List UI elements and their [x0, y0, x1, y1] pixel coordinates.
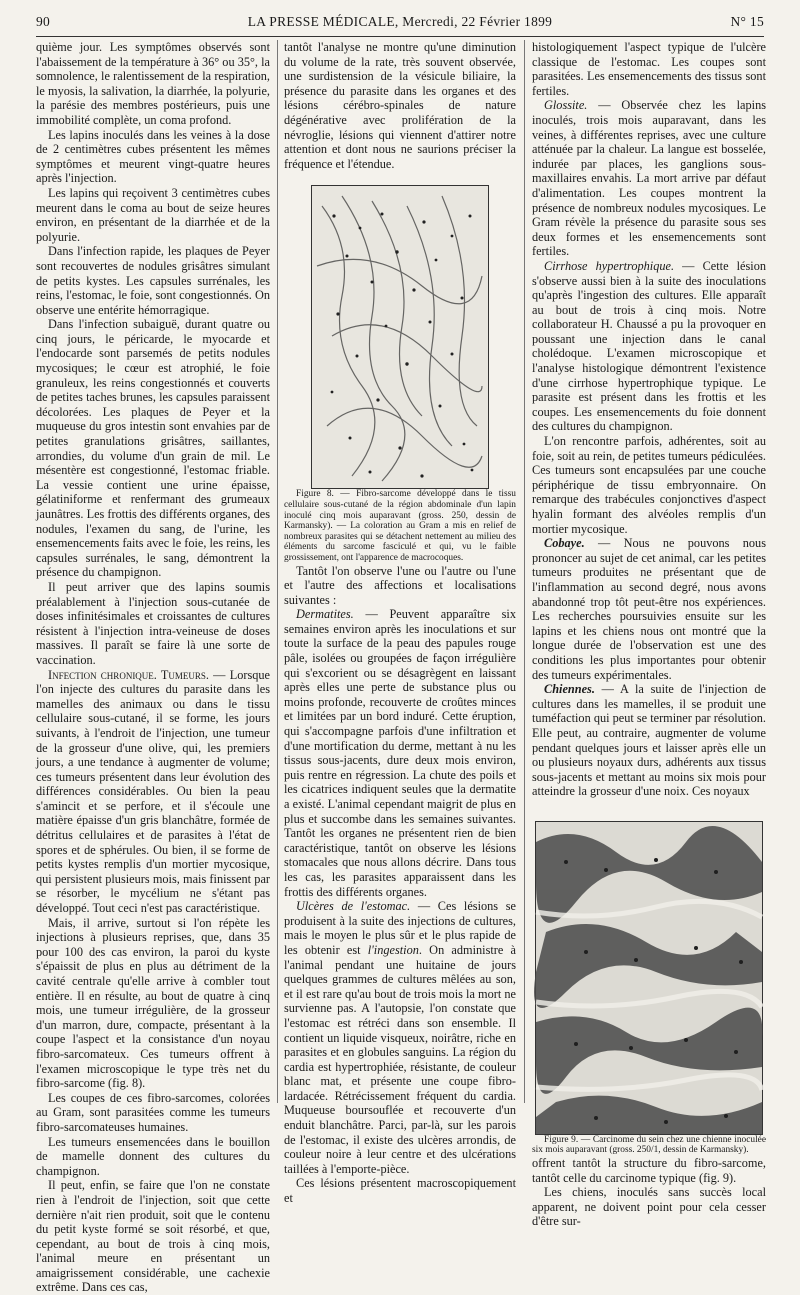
paragraph-text: — Cette lésion s'observe aussi bien à la suite des inoculations qu'après l'ingestion des cultures. Elle apparaît au bout de trois à cinq mois. Notre collaborateur H. Chaussé a pu la provoquer en poussant une injection dans le canal cholédoque. L'examen microscopique et l'analyse histologique démontrent l'existence d'une cirrhose hypertrophique typique. Le parasite est présent dans les frottis et les coupes. Les ensemencements du foie donnent des cultures du champignon. — [532, 258, 766, 434]
paragraph: Les lapins inoculés dans les veines à la dose de 2 centimètres cubes présentent les mêmes symptômes et meurent vingt-quatre heures après l'injection. — [36, 127, 270, 186]
paragraph-text: — Peuvent apparaître six semaines environ après les inoculations et sur toute la surface de la peau des papules rouge pâle, isolées ou groupées de façon irrégulière qui s'excorient ou se désagrègent en laissant après elles une perte de substance plus ou moins profonde, recouverte de croûtes minces et limitées par un bord induré. Cette éruption, qui s'accompagne parfois d'une infiltration et d'une mortification du derme, mettant à nu les tissus sous-jacents, dure deux mois environ, puis rentre en régression. La chute des poils et les cicatrices indiquent seules que la dermatite a existé. L'animal cependant maigrit de plus en plus et succombe dans les semaines suivantes. Tantôt les organes ne présentent rien de bien caractéristique, tantôt on observe les lésions stomacales que nous allons décrire. Dans tous les cas, les parasites apparaissent dans les frottis des différents organes. — [284, 607, 516, 899]
paragraph: Mais, il arrive, surtout si l'on répète les injections à plusieurs reprises, que, dans 35 pour 100 des cas environ, la paroi du kyste s'épaissit de plus en plus au détriment de la cavité centrale qu'elle arrive à combler tout entière. Il en résulte, au bout de quatre à cinq mois, une tumeur irrégulière, de la grosseur d'un marron, dure, compacte, présentant à la coupe l'aspect et la consistance d'un noyau fibro-sarcomateux. Ces tumeurs offrent à l'examen microscopique le type très net du fibro-sarcome (fig. 8). — [36, 915, 270, 1091]
paragraph: L'on rencontre parfois, adhérentes, soit au foie, soit au rein, de petites tumeurs pédiculées. Ces tumeurs sont encapsulées par une couche périphérique de tissu embryonnaire. On remarque des trabécules conjonctives d'aspect hyalin formant des alvéoles remplis d'un mortier mycosique. — [532, 434, 766, 536]
emphasis-ingestion: l'ingestion — [367, 942, 419, 957]
paragraph — [532, 259, 766, 434]
paragraph: Ces lésions présentent macroscopiquement et — [284, 1176, 516, 1206]
paragraph-text: . On administre à l'animal pendant une huitaine de jours quelques grammes de cultures mêlées au son, et il est rare qu'au bout de trois mois la mort ne survienne pas. A l'autopsie, l'on constate que l'estomac est rétréci dans son ensemble. Il contient un liquide visqueux, noirâtre, riche en parasites et en globules sanguins. La région du cardia est hypertrophiée, résistante, de couleur blanc mat, et présente une coupe fibro-lardacée. Rétrécissement fréquent du cardia. Muqueuse boursouflée et recouverte d'un enduit blanchâtre. Parci, par-là, sur les parois de l'estomac, il existe des ulcères arrondis, de couleur noire à leur centre et des ulcérations taillées à l'emporte-pièce. — [284, 942, 516, 1176]
paragraph-text: — Nous ne pouvons nous prononcer au sujet de cet animal, car les petites tumeurs produites ne présentant que de l'inflammation au second degré, nous avons abandonné trop tôt peut-être nos expériences. Les recherches poursuivies ensuite sur les lapins et les chiens nous ont montré que la longue durée de l'observation est une des conditions les plus importantes pour obtenir des tumeurs expérimentales. — [532, 536, 766, 682]
paragraph — [532, 682, 766, 799]
paragraph: Les tumeurs ensemencées dans le bouillon de mamelle donnent des cultures du champignon. — [36, 1134, 270, 1178]
paragraph-text: — Ces lésions se produisent à la suite des injections de cultures, mais le moyen le plus sûr et le plus rapide de les obtenir est — [284, 899, 516, 957]
figure-8-caption: Figure 8. — Fibro-sarcome développé dans le tissu cellulaire sous-cutané de la région abdominale d'un lapin inoculé cinq mois auparavant (gross. 250, dessin de Karmansky). — La coloration au Gram a mis en relief de nombreux parasites qui se détachent nettement au milieu des éléments du sarcome fasciculé et qui, vu le faible grossissement, ont l'apparence de macrocoques. — [284, 489, 516, 563]
masthead-title: LA PRESSE MÉDICALE, Mercredi, 22 Février 1899 — [247, 14, 553, 29]
column-divider — [524, 40, 525, 1103]
paragraph-text: — Observée chez les lapins inoculés, trois mois auparavant, dans les veines, à différentes reprises, avec une culture atténuée par la chaleur. La langue est bosselée, indurée par places, les ganglions sous-maxillaires envahis. La mort arrive par défaut d'alimentation. Les coupes montrent la présence de nombreux nodules mycosiques. Le Gram révèle la présence du parasite sous ses deux formes et les ensemencements sont fertiles. — [532, 98, 766, 259]
section-heading-cobaye: Cobaye. — [544, 536, 585, 551]
figure-9-caption: Figure 9. — Carcinome du sein chez une chienne inoculée six mois auparavant (gross. 250/1, dessin de Karmansky). — [532, 1134, 766, 1156]
column-3 — [532, 40, 766, 1229]
paragraph: offrent tantôt la structure du fibro-sarcome, tantôt celle du carcinome typique (fig. 9). — [532, 1156, 766, 1185]
section-heading-chiennes: Chiennes. — [544, 682, 595, 697]
paragraph: histologiquement l'aspect typique de l'ulcère classique de l'estomac. Les coupes sont parasitées. Les ensemencements des tissus sont fertiles. — [532, 40, 766, 98]
section-heading-dermatites: Dermatites. — [296, 607, 354, 622]
paragraph: Dans l'infection subaiguë, durant quatre ou cinq jours, le péricarde, le myocarde et l'endocarde sont parsemés de petits nodules mycosiques; le cœur est atrophié, le foie granuleux, les reins congestionnés et couverts de petites taches brunes, les capsules paraissent décolorées. Les plaques de Peyer et la muqueuse du gros intestin sont envahies par de petites granulations grisâtres, saillantes, arrondies, du volume d'un grain de mil. Le mésentère est congestionné, l'estomac friable. La vessie contient une urine épaisse, gélatiniforme et renfermant des grumeaux jaunâtres. Les frottis des différents organes, des nodules, l'examen du sang, de l'urine, les ensemencements faits avec le foie, les reins, les capsules surrénales, le sang, démontrent la présence du champignon. — [36, 317, 270, 580]
paragraph: Il peut arriver que des lapins soumis préalablement à l'injection sous-cutanée de doses infinitésimales et croissantes de cultures résistent à l'injection intra-veineuse de doses massives. Il paraît se faire là une sorte de vaccination. — [36, 579, 270, 667]
paragraph: Les lapins qui reçoivent 3 centimètres cubes meurent dans le coma au bout de seize heures environ, en présentant de la diarrhée et de la polyurie. — [36, 185, 270, 244]
column-2 — [284, 40, 516, 1206]
header-rule — [36, 36, 764, 37]
paragraph: Tantôt l'on observe l'une ou l'autre ou l'une et l'autre des affections et localisations suivantes : — [284, 563, 516, 607]
paragraph: tantôt l'analyse ne montre qu'une diminution du volume de la rate, très souvent observée, une surdistension de la vésicule biliaire, la présence du parasite dans les organes et des lésions cérébro-spinales de nature dégénérative avec prolifération de la névroglie, lésions qui viennent d'attirer notre attention et dont nous ne saurions préciser la fréquence et l'étendue. — [284, 40, 516, 171]
paragraph: Dans l'infection rapide, les plaques de Peyer sont recouvertes de nodules grisâtres simulant de petits kystes. Les capsules surrénales, les reins, l'estomac, le foie, sont congestionnés. On observe une entérite hémorragique. — [36, 244, 270, 317]
section-heading-infection-chronique: Infection chronique. Tumeurs. — — [48, 667, 226, 682]
paragraph-text: Lorsque l'on injecte des cultures du parasite dans les mamelles des animaux ou dans le tissu cellulaire sous-cutané, il se forme, les jours suivants, à l'endroit de l'injection, une tumeur de la grosseur d'une olive, qui, les premiers jours, a une tendance à augmenter de volume; ces tumeurs présentent dans leur évolution des différences considérables. Ou bien la peau s'amincit et se perfore, et il s'écoule une matière épaisse d'un gris blanchâtre, formée de détritus cellulaires et de parasites à l'état de spores et de sphérules. Ou bien, il se forme de petits kystes remplis d'un mortier mycosique, qui persistent plusieurs mois, mais finissent par se résorber, le mycélium ne s'étant pas développé. Tout ceci n'est pas caractéristique. — [36, 667, 270, 916]
paragraph — [36, 668, 270, 916]
figure-8-illustration — [311, 185, 489, 489]
section-heading-glossite: Glossite. — [544, 98, 588, 113]
paragraph — [284, 899, 516, 1176]
section-heading-ulceres: Ulcères de l'estomac. — [296, 899, 411, 914]
column-divider — [277, 40, 278, 1103]
section-heading-cirrhose: Cirrhose hypertrophique. — [544, 258, 675, 273]
column-1 — [36, 40, 270, 1295]
issue-number: N° 15 — [730, 14, 764, 29]
paragraph — [532, 536, 766, 682]
paragraph-text: — A la suite de l'injection de cultures dans les mamelles, il se produit une tuméfaction qui peut se terminer par résolution. Elle peut, au contraire, augmenter de volume pendant quelques jours et laisser après elle un ou plusieurs noyaux durs, adhérents aux tissus sous-jacents et mettant au moins six mois pour atteindre la grosseur d'une noix. Ces noyaux — [532, 682, 766, 799]
paragraph: Les coupes de ces fibro-sarcomes, colorées au Gram, sont parasitées comme les tumeurs fibro-sarcomateuses humaines. — [36, 1090, 270, 1134]
figure-9-illustration — [535, 821, 763, 1135]
paragraph: Les chiens, inoculés sans succès local apparent, ne doivent point pour cela cesser d'être sur- — [532, 1185, 766, 1229]
page-number: 90 — [36, 14, 51, 29]
paragraph — [532, 98, 766, 259]
fibro-sarcoma-drawing — [312, 186, 488, 488]
paragraph — [284, 607, 516, 899]
paragraph: Il peut, enfin, se faire que l'on ne constate rien à l'endroit de l'injection, soit que cette dernière n'ait rien produit, soit que le contenu du petit kyste formé se soit résorbé, et que, cependant, au bout de trois à cinq mois, l'animal meure en présentant un amaigrissement considérable, une cachexie extrême. Dans ces cas, — [36, 1178, 270, 1295]
page-header — [36, 14, 764, 36]
paragraph: quième jour. Les symptômes observés sont l'abaissement de la température à 36° ou 35°, la somnolence, le ralentissement de la respiration, le myosis, la salivation, la diarrhée, la polyurie, la parésie des membres postérieurs, puis une immobilité complète, un coma profond. — [36, 40, 270, 127]
carcinoma-drawing — [536, 822, 762, 1134]
